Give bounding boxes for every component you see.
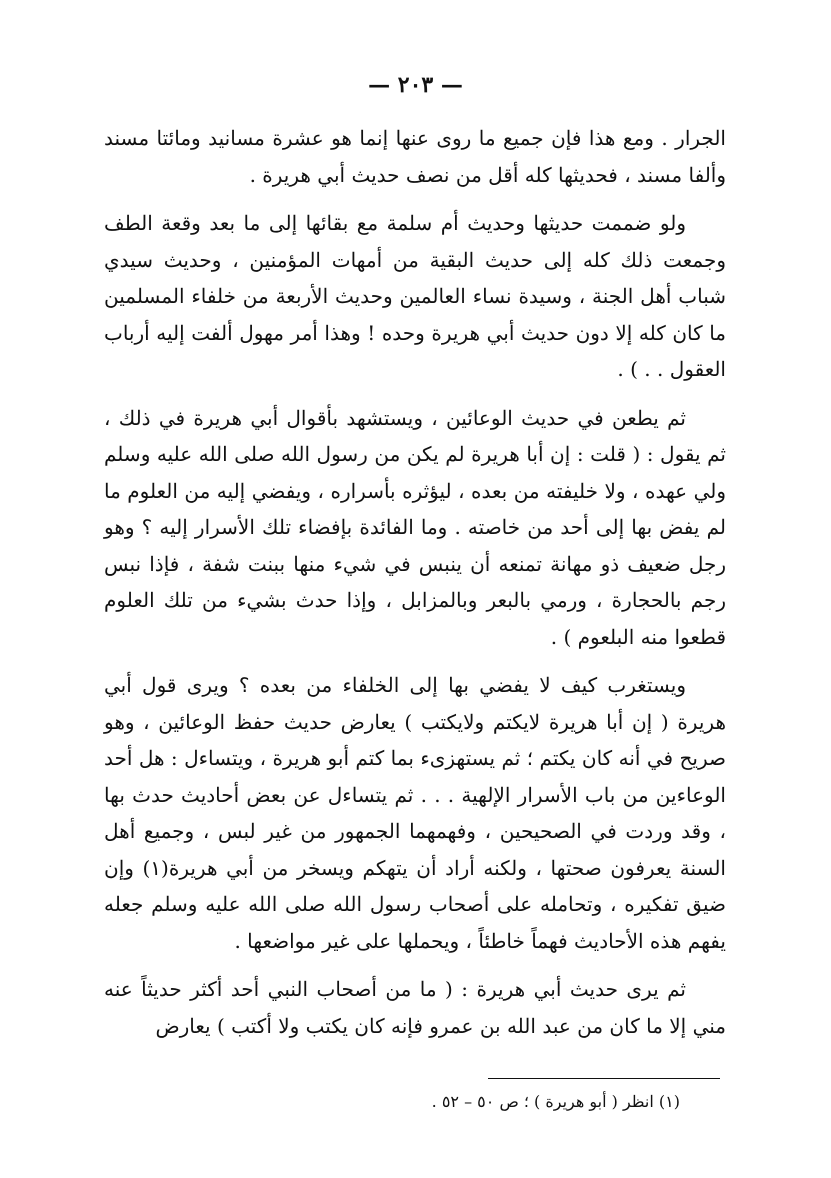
paragraph-4: ويستغرب كيف لا يفضي بها إلى الخلفاء من بعده ؟ ويرى قول أبي هريرة ( إن أبا هريرة لايكتم ولايكتب ) يعارض حديث حفظ الوعائين ، وهو صريح في أنه كان يكتم ؛ ثم يستهزىء بما كتم أبو هريرة ، ويتساءل : هل أحد الوعاءين من باب الأسرار الإلهية . . . ثم يتساءل عن بعض أحاديث حدث بها ، وقد وردت في الصحيحين ، وفهمهما الجمهور من غير لبس ، وجميع أهل السنة يعرفون صحتها ، ولكنه أراد أن يتهكم ويسخر من أبي هريرة(١) وإن ضيق تفكيره ، وتحامله على أصحاب رسول الله صلى الله عليه وسلم جعله يفهم هذه الأحاديث فهماً خاطئاً ، ويحملها على غير مواضعها . xyxy=(104,673,726,953)
main-text xyxy=(104,120,726,1056)
paragraph-2: ولو ضممت حديثها وحديث أم سلمة مع بقائها إلى ما بعد وقعة الطف وجمعت ذلك كله إلى حديث البقية من أمهات المؤمنين ، وحديث سيدي شباب أهل الجنة ، وسيدة نساء العالمين وحديث الأربعة من خلفاء المسلمين ما كان كله إلا دون حديث أبي هريرة وحده ! وهذا أمر مهول ألفت إليه أرباب العقول . . ) . xyxy=(104,211,727,381)
paragraph-1: الجرار . ومع هذا فإن جميع ما روى عنها إنما هو عشرة مسانيد ومائتا مسند وألفا مسند ، فحديثها كله أقل من نصف حديث أبي هريرة . xyxy=(104,126,726,187)
paragraph-3: ثم يطعن في حديث الوعائين ، ويستشهد بأقوال أبي هريرة في ذلك ، ثم يقول : ( قلت : إن أبا هريرة لم يكن من رسول الله صلى الله عليه وسلم ولي عهده ، ولا خليفته من بعده ، ليؤثره بأسراره ، ويفضي إليه من العلوم ما لم يفض بها إلى أحد من خاصته . وما الفائدة بإفضاء تلك الأسرار إليه ؟ وهو رجل ضعيف ذو مهانة تمنعه أن ينبس في شيء منها ببنت شفة ، فإذا نبس رجم بالحجارة ، ورمي بالبعر وبالمزابل ، وإذا حدث بشيء من تلك العلوم قطعوا منه البلعوم ) . xyxy=(104,405,726,649)
footnote: (١) انظر ( أبو هريرة ) ؛ ص ٥٠ – ٥٢ . xyxy=(431,1092,680,1111)
page-number: — ٢٠٣ — xyxy=(368,72,463,98)
paragraph-5: ثم يرى حديث أبي هريرة : ( ما من أصحاب النبي أحد أكثر حديثاً عنه مني إلا ما كان من عبد الله بن عمرو فإنه كان يكتب ولا أكتب ) يعارض xyxy=(104,977,726,1038)
footnote-divider xyxy=(488,1078,720,1079)
